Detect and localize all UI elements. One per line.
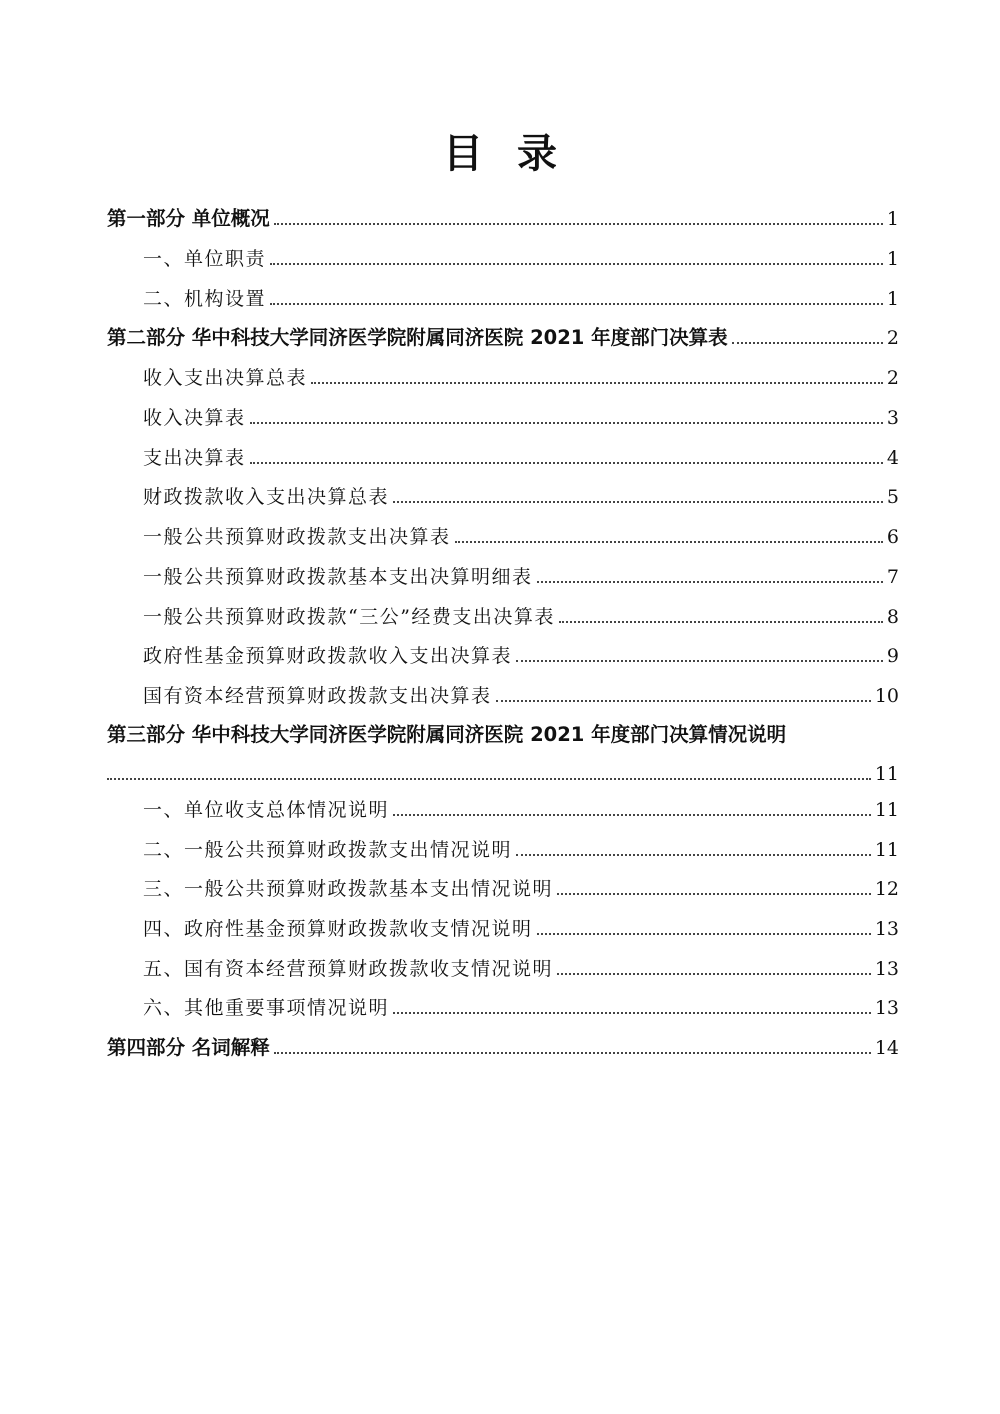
toc-page-number: 1 bbox=[886, 288, 899, 310]
toc-entry-part3[interactable] bbox=[107, 718, 899, 748]
toc-label: 政府性基金预算财政拨款收入支出决算表 bbox=[143, 645, 513, 667]
toc-label: 三、一般公共预算财政拨款基本支出情况说明 bbox=[143, 878, 554, 900]
toc-page-number: 2 bbox=[886, 367, 899, 389]
toc-label: 支出决算表 bbox=[143, 447, 246, 469]
toc-entry-part3-continuation[interactable] bbox=[107, 757, 899, 787]
toc-entry-explain-4[interactable] bbox=[143, 912, 899, 942]
dot-leader bbox=[516, 660, 883, 662]
toc-label: 第二部分 华中科技大学同济医学院附属同济医院 2021 年度部门决算表 bbox=[107, 326, 728, 349]
dot-leader bbox=[274, 1052, 871, 1054]
toc-label: 第四部分 名词解释 bbox=[107, 1036, 270, 1059]
toc-label: 一般公共预算财政拨款支出决算表 bbox=[143, 526, 451, 548]
dot-leader bbox=[732, 342, 883, 344]
toc-label: 国有资本经营预算财政拨款支出决算表 bbox=[143, 685, 492, 707]
toc-page-number: 11 bbox=[874, 839, 899, 861]
dot-leader bbox=[393, 1012, 871, 1014]
toc-entry-part4[interactable] bbox=[107, 1031, 899, 1061]
toc-entry-part1[interactable] bbox=[107, 202, 899, 232]
toc-page-number: 13 bbox=[874, 958, 899, 980]
dot-leader bbox=[274, 223, 883, 225]
toc-label: 五、国有资本经营预算财政拨款收支情况说明 bbox=[143, 958, 554, 980]
toc-page-number: 13 bbox=[874, 997, 899, 1019]
toc-page-number: 8 bbox=[886, 606, 899, 628]
toc-page-number: 11 bbox=[874, 763, 899, 785]
dot-leader bbox=[393, 814, 871, 816]
toc-label: 收入决算表 bbox=[143, 407, 246, 429]
dot-leader bbox=[270, 263, 883, 265]
toc-entry-table-4[interactable] bbox=[143, 480, 899, 510]
toc-entry-explain-2[interactable] bbox=[143, 833, 899, 863]
toc-entry-table-6[interactable] bbox=[143, 560, 899, 590]
toc-page-number: 14 bbox=[874, 1037, 899, 1059]
dot-leader bbox=[250, 422, 883, 424]
toc-label: 二、一般公共预算财政拨款支出情况说明 bbox=[143, 839, 513, 861]
toc-page-number: 10 bbox=[874, 685, 899, 707]
toc-label: 收入支出决算总表 bbox=[143, 367, 308, 389]
toc-page-number: 5 bbox=[886, 486, 899, 508]
toc-label: 财政拨款收入支出决算总表 bbox=[143, 486, 390, 508]
toc-entry-table-5[interactable] bbox=[143, 520, 899, 550]
dot-leader bbox=[393, 501, 883, 503]
toc-entry-explain-3[interactable] bbox=[143, 872, 899, 902]
toc-page-number: 7 bbox=[886, 566, 899, 588]
toc-page-number: 4 bbox=[886, 447, 899, 469]
toc-page-number: 2 bbox=[886, 327, 899, 349]
toc-entry-table-9[interactable] bbox=[143, 679, 899, 709]
toc-entry-table-3[interactable] bbox=[143, 441, 899, 471]
dot-leader bbox=[270, 303, 883, 305]
toc-label: 六、其他重要事项情况说明 bbox=[143, 997, 390, 1019]
page-title: 目录 bbox=[443, 131, 591, 177]
toc-page-number: 11 bbox=[874, 799, 899, 821]
dot-leader bbox=[516, 854, 871, 856]
dot-leader bbox=[537, 933, 871, 935]
toc-label: 第一部分 单位概况 bbox=[107, 207, 270, 230]
toc-entry-table-2[interactable] bbox=[143, 401, 899, 431]
toc-entry-table-1[interactable] bbox=[143, 361, 899, 391]
dot-leader bbox=[557, 893, 871, 895]
toc-label: 二、机构设置 bbox=[143, 288, 267, 310]
dot-leader bbox=[559, 621, 883, 623]
toc-label: 四、政府性基金预算财政拨款收支情况说明 bbox=[143, 918, 533, 940]
toc-label: 一般公共预算财政拨款“三公”经费支出决算表 bbox=[143, 606, 555, 628]
toc-label: 第三部分 华中科技大学同济医学院附属同济医院 2021 年度部门决算情况说明 bbox=[107, 723, 787, 746]
toc-page-number: 6 bbox=[886, 526, 899, 548]
toc-page-number: 3 bbox=[886, 407, 899, 429]
dot-leader bbox=[455, 541, 883, 543]
toc-entry-explain-1[interactable] bbox=[143, 793, 899, 823]
toc-entry-table-7[interactable] bbox=[143, 600, 899, 630]
dot-leader bbox=[250, 462, 883, 464]
toc-page-number: 1 bbox=[886, 208, 899, 230]
toc-page-number: 12 bbox=[874, 878, 899, 900]
toc-entry-table-8[interactable] bbox=[143, 639, 899, 669]
toc-entry-organization[interactable] bbox=[143, 282, 899, 312]
toc-page-number: 1 bbox=[886, 248, 899, 270]
dot-leader bbox=[311, 382, 883, 384]
dot-leader bbox=[107, 778, 871, 780]
toc-page-number: 9 bbox=[886, 645, 899, 667]
toc-page-number: 13 bbox=[874, 918, 899, 940]
dot-leader bbox=[557, 973, 871, 975]
toc-entry-unit-duties[interactable] bbox=[143, 242, 899, 272]
toc-label: 一、单位职责 bbox=[143, 248, 267, 270]
toc-label: 一、单位收支总体情况说明 bbox=[143, 799, 390, 821]
toc-entry-explain-5[interactable] bbox=[143, 952, 899, 982]
dot-leader bbox=[496, 700, 871, 702]
toc-label: 一般公共预算财政拨款基本支出决算明细表 bbox=[143, 566, 533, 588]
toc-entry-explain-6[interactable] bbox=[143, 991, 899, 1021]
dot-leader bbox=[537, 581, 883, 583]
toc-entry-part2[interactable] bbox=[107, 321, 899, 351]
